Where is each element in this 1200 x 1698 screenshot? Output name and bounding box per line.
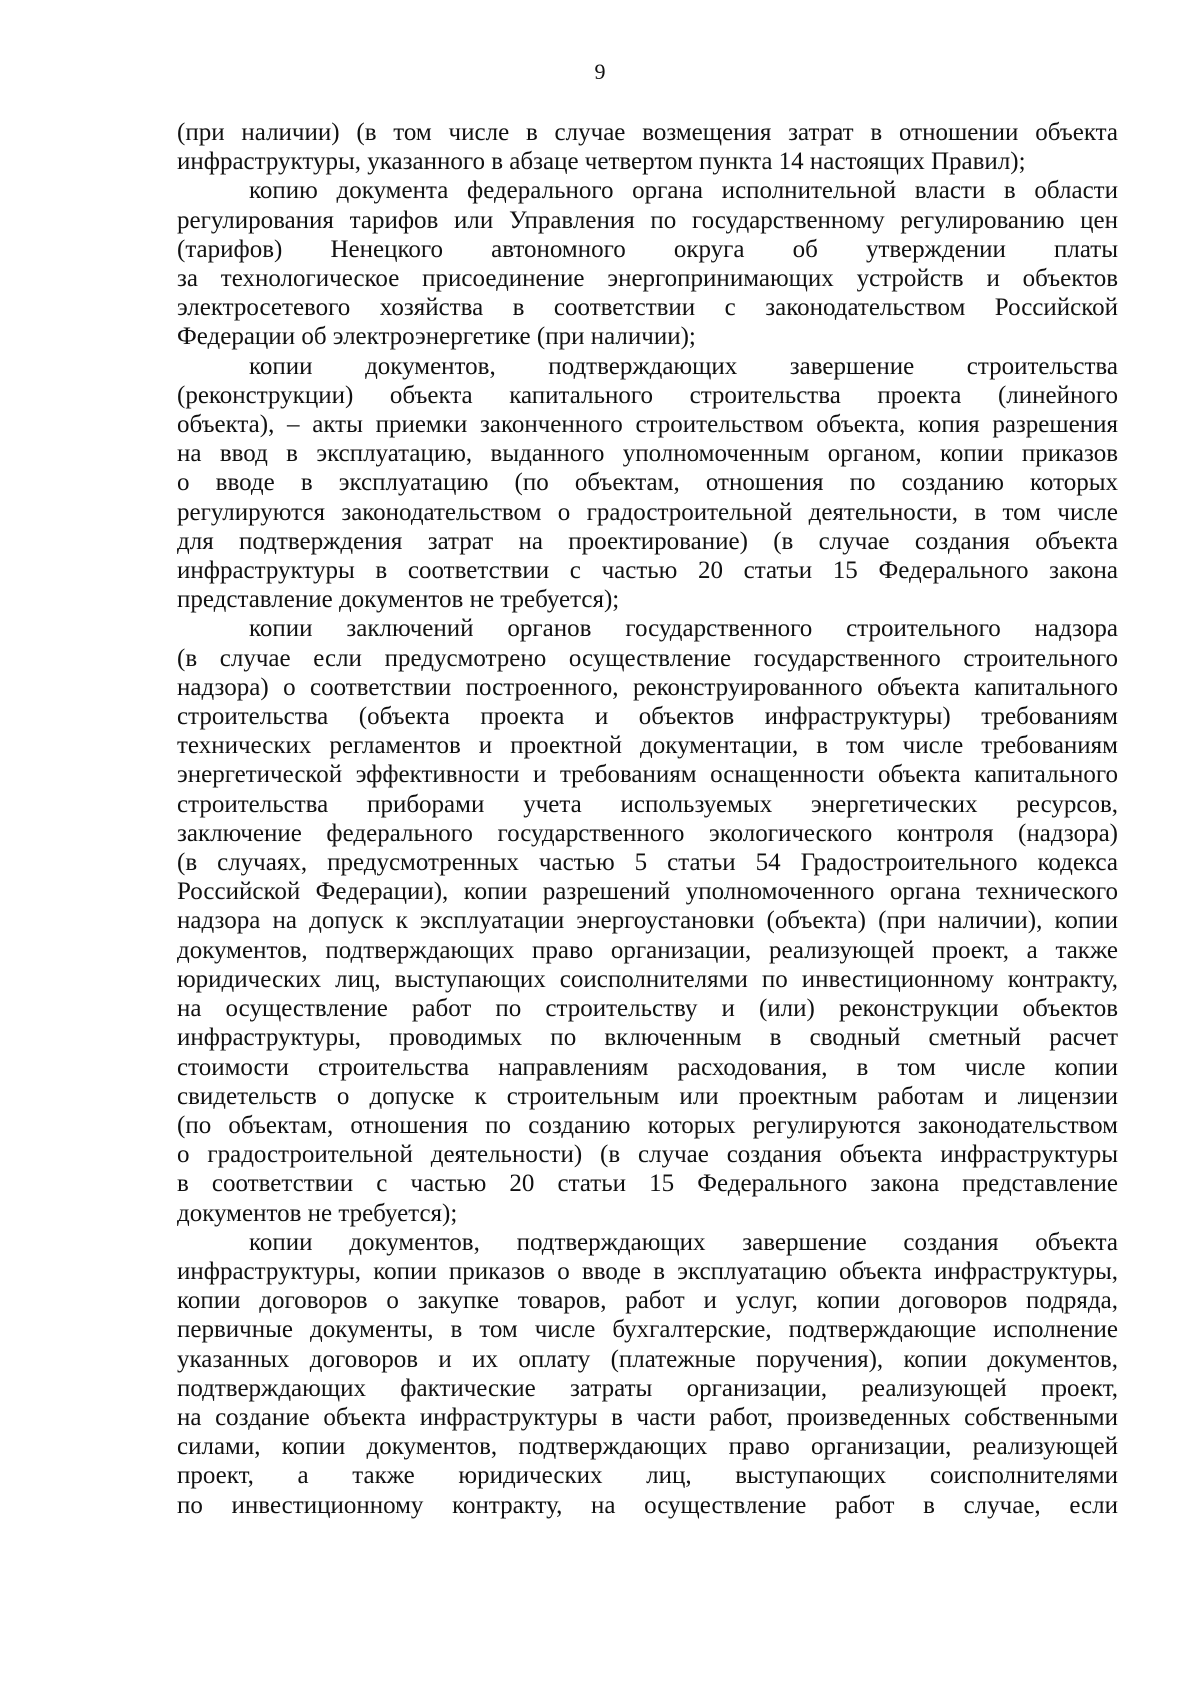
text-line: документов не требуется);	[177, 1199, 458, 1227]
text-line: строительства приборами учета используемых энергетических ресурсов,	[177, 790, 1118, 818]
text-line: заключение федерального государственного экологического контроля (надзора)	[177, 819, 1118, 847]
paragraph	[177, 614, 1118, 1227]
text-line: Федерации об электроэнергетике (при наличии);	[177, 323, 696, 351]
text-line: инфраструктуры в соответствии с частью 20 статьи 15 Федерального закона	[177, 557, 1118, 585]
text-line: первичные документы, в том числе бухгалтерские, подтверждающие исполнение	[177, 1316, 1118, 1344]
text-line: указанных договоров и их оплату (платежные поручения), копии документов,	[177, 1345, 1118, 1373]
text-line: копии документов, подтверждающих завершение строительства	[249, 352, 1118, 380]
paragraph	[177, 176, 1118, 351]
text-line: по инвестиционному контракту, на осуществление работ в случае, если	[177, 1491, 1118, 1519]
text-line: электросетевого хозяйства в соответствии с законодательством Российской	[177, 294, 1118, 322]
text-line: копию документа федерального органа исполнительной власти в области	[249, 177, 1118, 205]
text-line: надзора на допуск к эксплуатации энергоустановки (объекта) (при наличии), копии	[177, 907, 1118, 935]
text-line: на осуществление работ по строительству и (или) реконструкции объектов	[177, 995, 1118, 1023]
text-line: Российской Федерации), копии разрешений уполномоченного органа технического	[177, 878, 1118, 906]
text-line: копии договоров о закупке товаров, работ и услуг, копии договоров подряда,	[177, 1287, 1118, 1315]
page-number: 9	[594, 59, 606, 84]
text-line: (в случаях, предусмотренных частью 5 статьи 54 Градостроительного кодекса	[177, 849, 1118, 877]
paragraph	[177, 118, 1118, 176]
text-line: регулирования тарифов или Управления по государственному регулированию цен	[177, 206, 1118, 234]
text-line: для подтверждения затрат на проектирование) (в случае создания объекта	[177, 527, 1118, 555]
text-line: подтверждающих фактические затраты организации, реализующей проект,	[177, 1374, 1118, 1402]
text-line: объекта), – акты приемки законченного строительством объекта, копия разрешения	[177, 411, 1118, 439]
text-line: инфраструктуры, проводимых по включенным в сводный сметный расчет	[177, 1024, 1118, 1052]
text-line: на создание объекта инфраструктуры в части работ, произведенных собственными	[177, 1403, 1118, 1431]
text-line: представление документов не требуется);	[177, 586, 620, 614]
text-line: копии заключений органов государственного строительного надзора	[249, 615, 1118, 643]
text-line: копии документов, подтверждающих завершение создания объекта	[249, 1228, 1118, 1256]
text-line: регулируются законодательством о градостроительной деятельности, в том числе	[177, 498, 1118, 526]
paragraph	[177, 352, 1118, 615]
text-line: (при наличии) (в том числе в случае возмещения затрат в отношении объекта	[177, 119, 1118, 146]
text-line: (тарифов) Ненецкого автономного округа об утверждении платы	[177, 235, 1118, 263]
text-line: (реконструкции) объекта капитального строительства проекта (линейного	[177, 381, 1118, 409]
text-line: технических регламентов и проектной документации, в том числе требованиям	[177, 732, 1118, 760]
text-line: на ввод в эксплуатацию, выданного уполномоченным органом, копии приказов	[177, 440, 1118, 468]
text-line: документов, подтверждающих право организации, реализующей проект, а также	[177, 936, 1118, 964]
text-line: проект, а также юридических лиц, выступающих соисполнителями	[177, 1462, 1118, 1490]
document-body	[177, 118, 1118, 1520]
text-line: инфраструктуры, указанного в абзаце четвертом пункта 14 настоящих Правил);	[177, 148, 1026, 176]
text-line: (в случае если предусмотрено осуществление государственного строительного	[177, 644, 1118, 672]
text-line: надзора) о соответствии построенного, реконструированного объекта капитального	[177, 673, 1118, 701]
text-line: о вводе в эксплуатацию (по объектам, отношения по созданию которых	[177, 469, 1118, 497]
text-line: стоимости строительства направлениям расходования, в том числе копии	[177, 1053, 1118, 1081]
text-line: (по объектам, отношения по созданию которых регулируются законодательством	[177, 1111, 1118, 1139]
text-line: в соответствии с частью 20 статьи 15 Федерального закона представление	[177, 1170, 1118, 1198]
text-line: юридических лиц, выступающих соисполнителями по инвестиционному контракту,	[177, 965, 1118, 993]
text-line: о градостроительной деятельности) (в случае создания объекта инфраструктуры	[177, 1141, 1118, 1169]
text-line: силами, копии документов, подтверждающих право организации, реализующей	[177, 1433, 1118, 1461]
text-line: инфраструктуры, копии приказов о вводе в эксплуатацию объекта инфраструктуры,	[177, 1257, 1118, 1285]
paragraph	[177, 1228, 1118, 1520]
text-line: энергетической эффективности и требованиям оснащенности объекта капитального	[177, 761, 1118, 789]
text-line: свидетельств о допуске к строительным или проектным работам и лицензии	[177, 1082, 1118, 1110]
text-line: строительства (объекта проекта и объектов инфраструктуры) требованиям	[177, 703, 1118, 731]
text-line: за технологическое присоединение энергопринимающих устройств и объектов	[177, 265, 1118, 293]
